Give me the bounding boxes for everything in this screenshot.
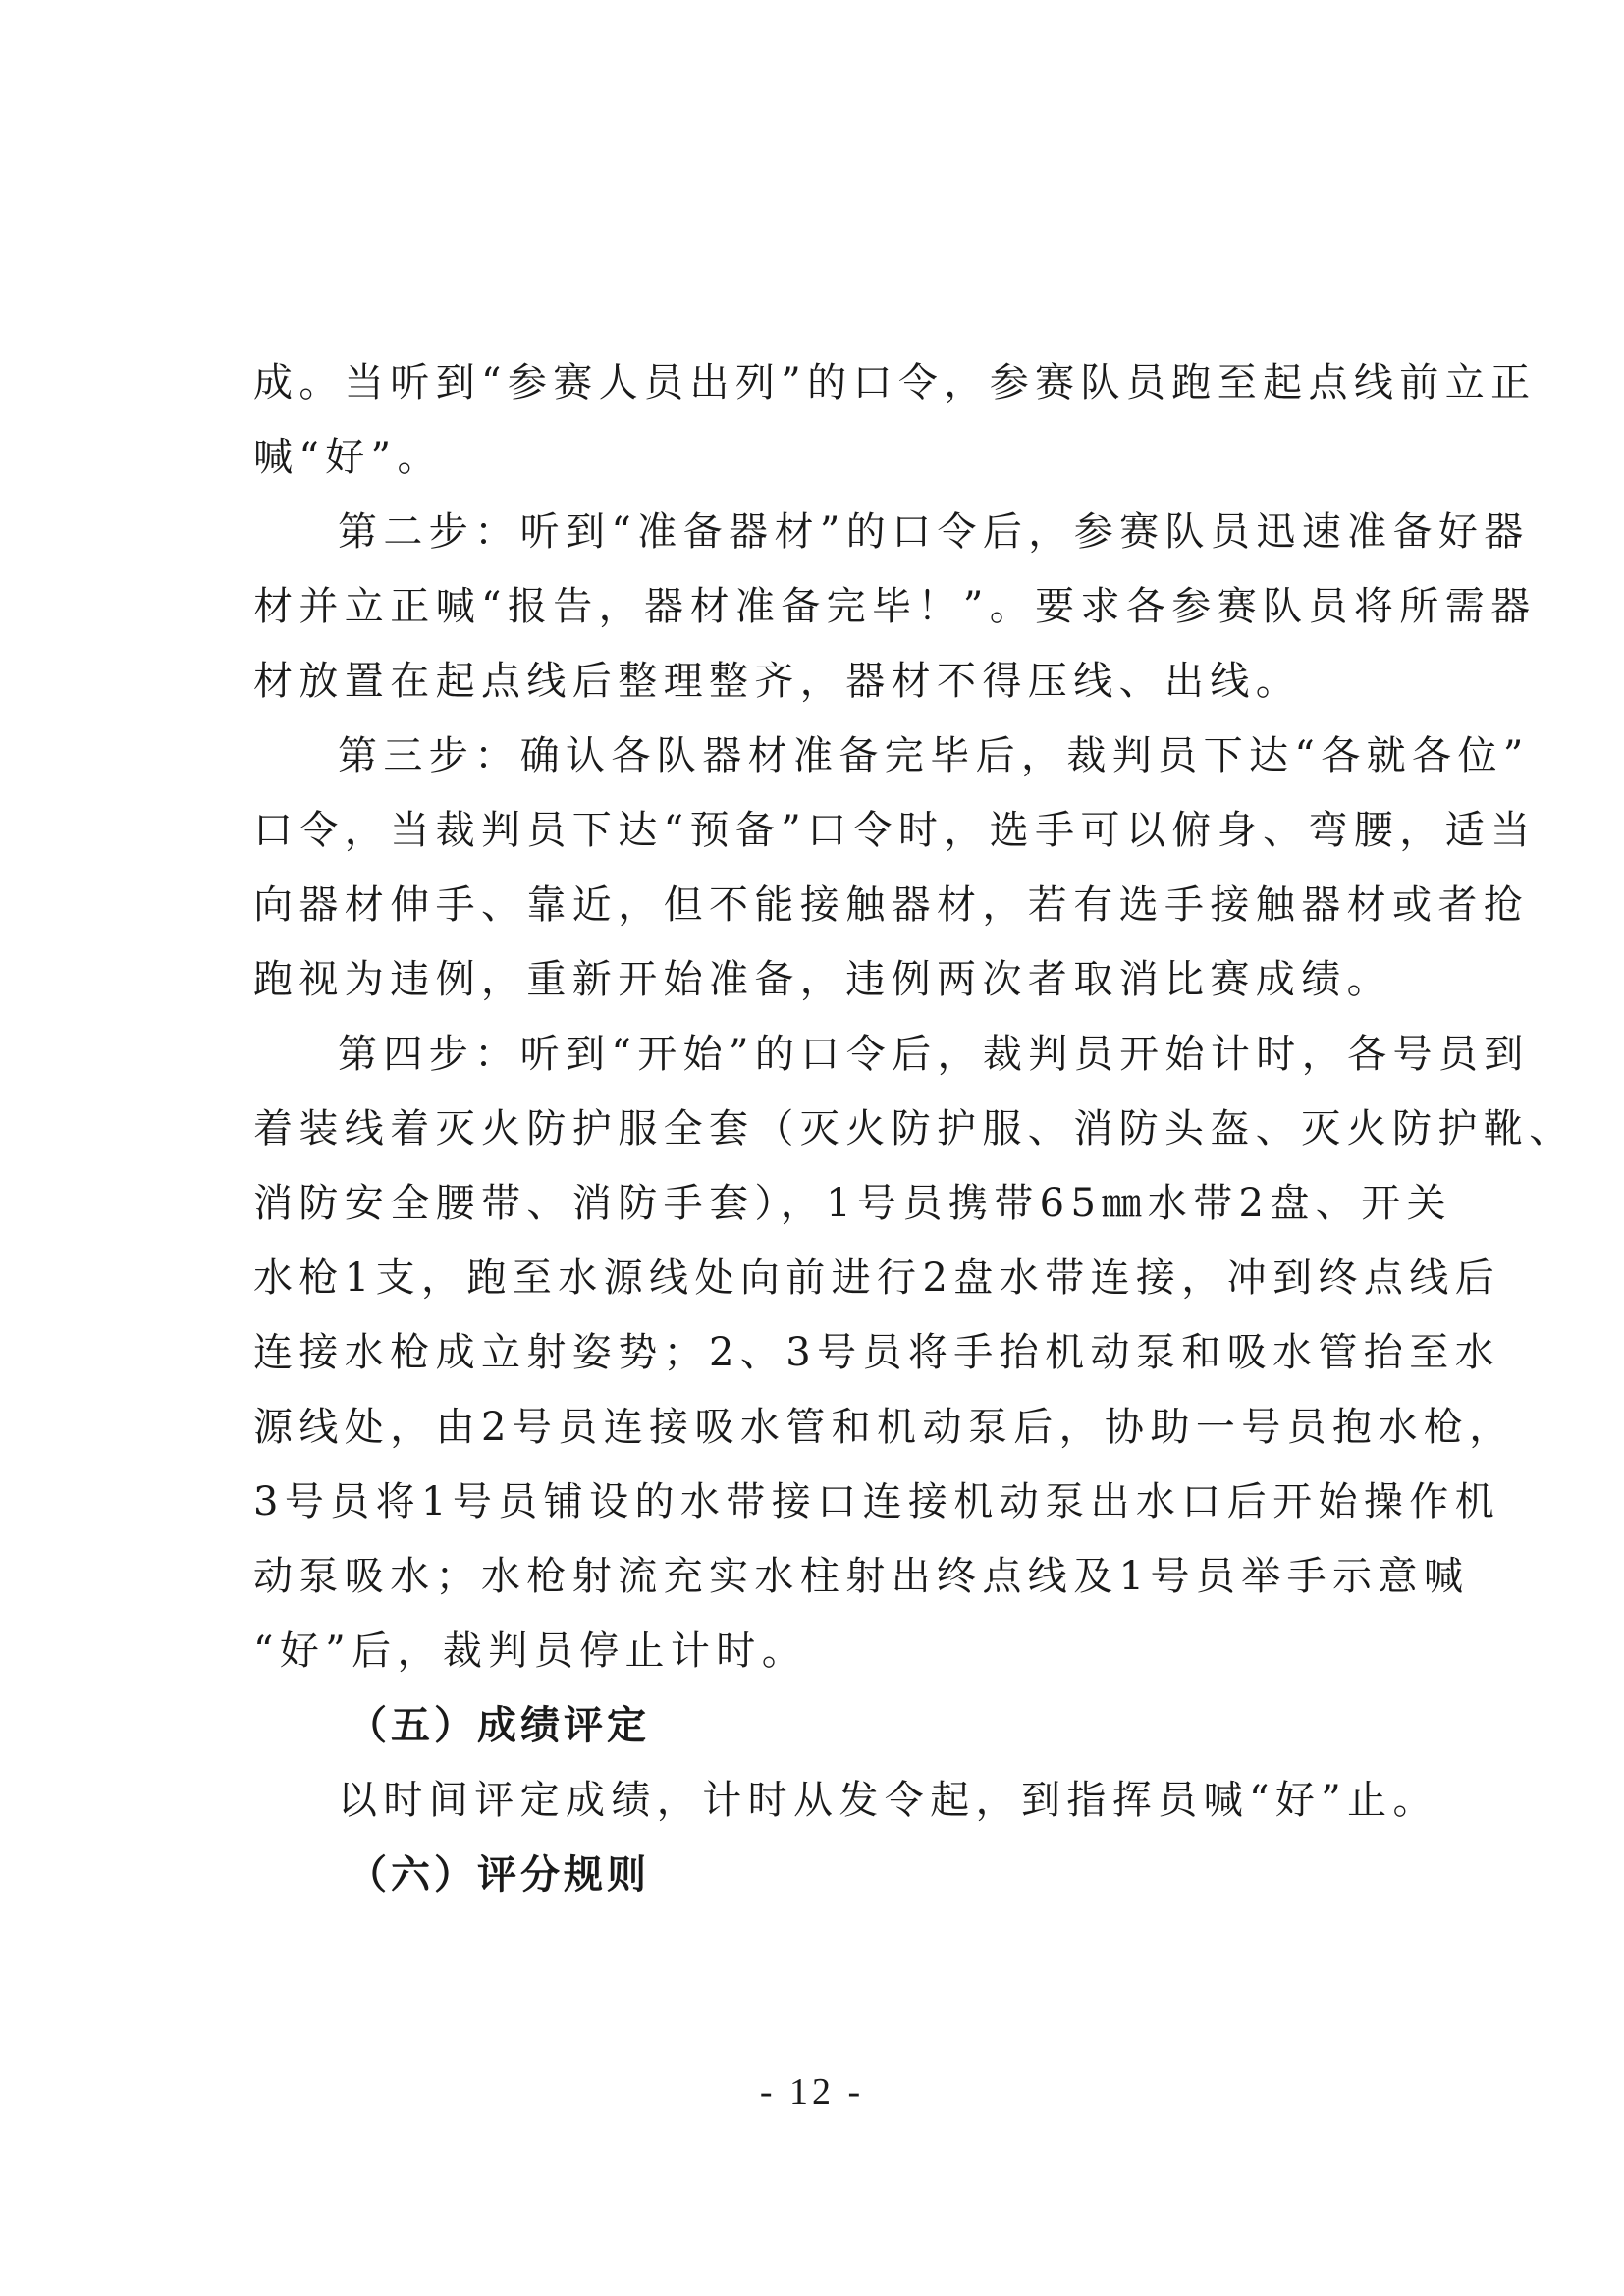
text-line: 连接水枪成立射姿势；2、3号员将手抬机动泵和吸水管抬至水 — [253, 1330, 1501, 1375]
text-line: 材放置在起点线后整理整齐，器材不得压线、出线。 — [253, 659, 1302, 704]
text-line: 材并立正喊“报告，器材准备完毕！”。要求各参赛队员将所需器 — [253, 584, 1537, 629]
text-line: 动泵吸水；水枪射流充实水柱射出终点线及1号员举手示意喊 — [253, 1554, 1470, 1599]
text-line: 水枪1支，跑至水源线处向前进行2盘水带连接，冲到终点线后 — [253, 1255, 1501, 1301]
section-heading-scoring-rules: （六）评分规则 — [348, 1851, 650, 1897]
page-number: - 12 - — [759, 2071, 865, 2112]
text-line: 源线处，由2号员连接吸水管和机动泵后，协助一号员抱水枪， — [253, 1405, 1515, 1450]
section-heading-score-evaluation: （五）成绩评定 — [348, 1702, 650, 1748]
body-text — [253, 346, 1575, 1912]
paragraph-step-four: 第四步：听到“开始”的口令后，裁判员开始计时，各号员到 — [338, 1032, 1530, 1077]
paragraph-step-two: 第二步：听到“准备器材”的口令后，参赛队员迅速准备好器 — [338, 509, 1530, 555]
text-line: 成。当听到“参赛人员出列”的口令，参赛队员跑至起点线前立正 — [253, 360, 1537, 405]
paragraph-score-evaluation: 以时间评定成绩，计时从发令起，到指挥员喊“好”止。 — [338, 1778, 1438, 1823]
text-line: 口令，当裁判员下达“预备”口令时，选手可以俯身、弯腰，适当 — [253, 808, 1537, 853]
text-line: “好”后，裁判员停止计时。 — [253, 1629, 808, 1674]
text-line: 着装线着灭火防护服全套（灭火防护服、消防头盔、灭火防护靴、 — [253, 1106, 1575, 1151]
text-line: 消防安全腰带、消防手套），1号员携带65㎜水带2盘、开关 — [253, 1181, 1452, 1226]
paragraph-step-three: 第三步：确认各队器材准备完毕后，裁判员下达“各就各位” — [338, 733, 1530, 778]
text-line: 喊“好”。 — [253, 435, 443, 480]
text-line: 3号员将1号员铺设的水带接口连接机动泵出水口后开始操作机 — [253, 1479, 1501, 1524]
text-line: 跑视为违例，重新开始准备，违例两次者取消比赛成绩。 — [253, 957, 1392, 1002]
text-line: 向器材伸手、靠近，但不能接触器材，若有选手接触器材或者抢 — [253, 882, 1530, 928]
